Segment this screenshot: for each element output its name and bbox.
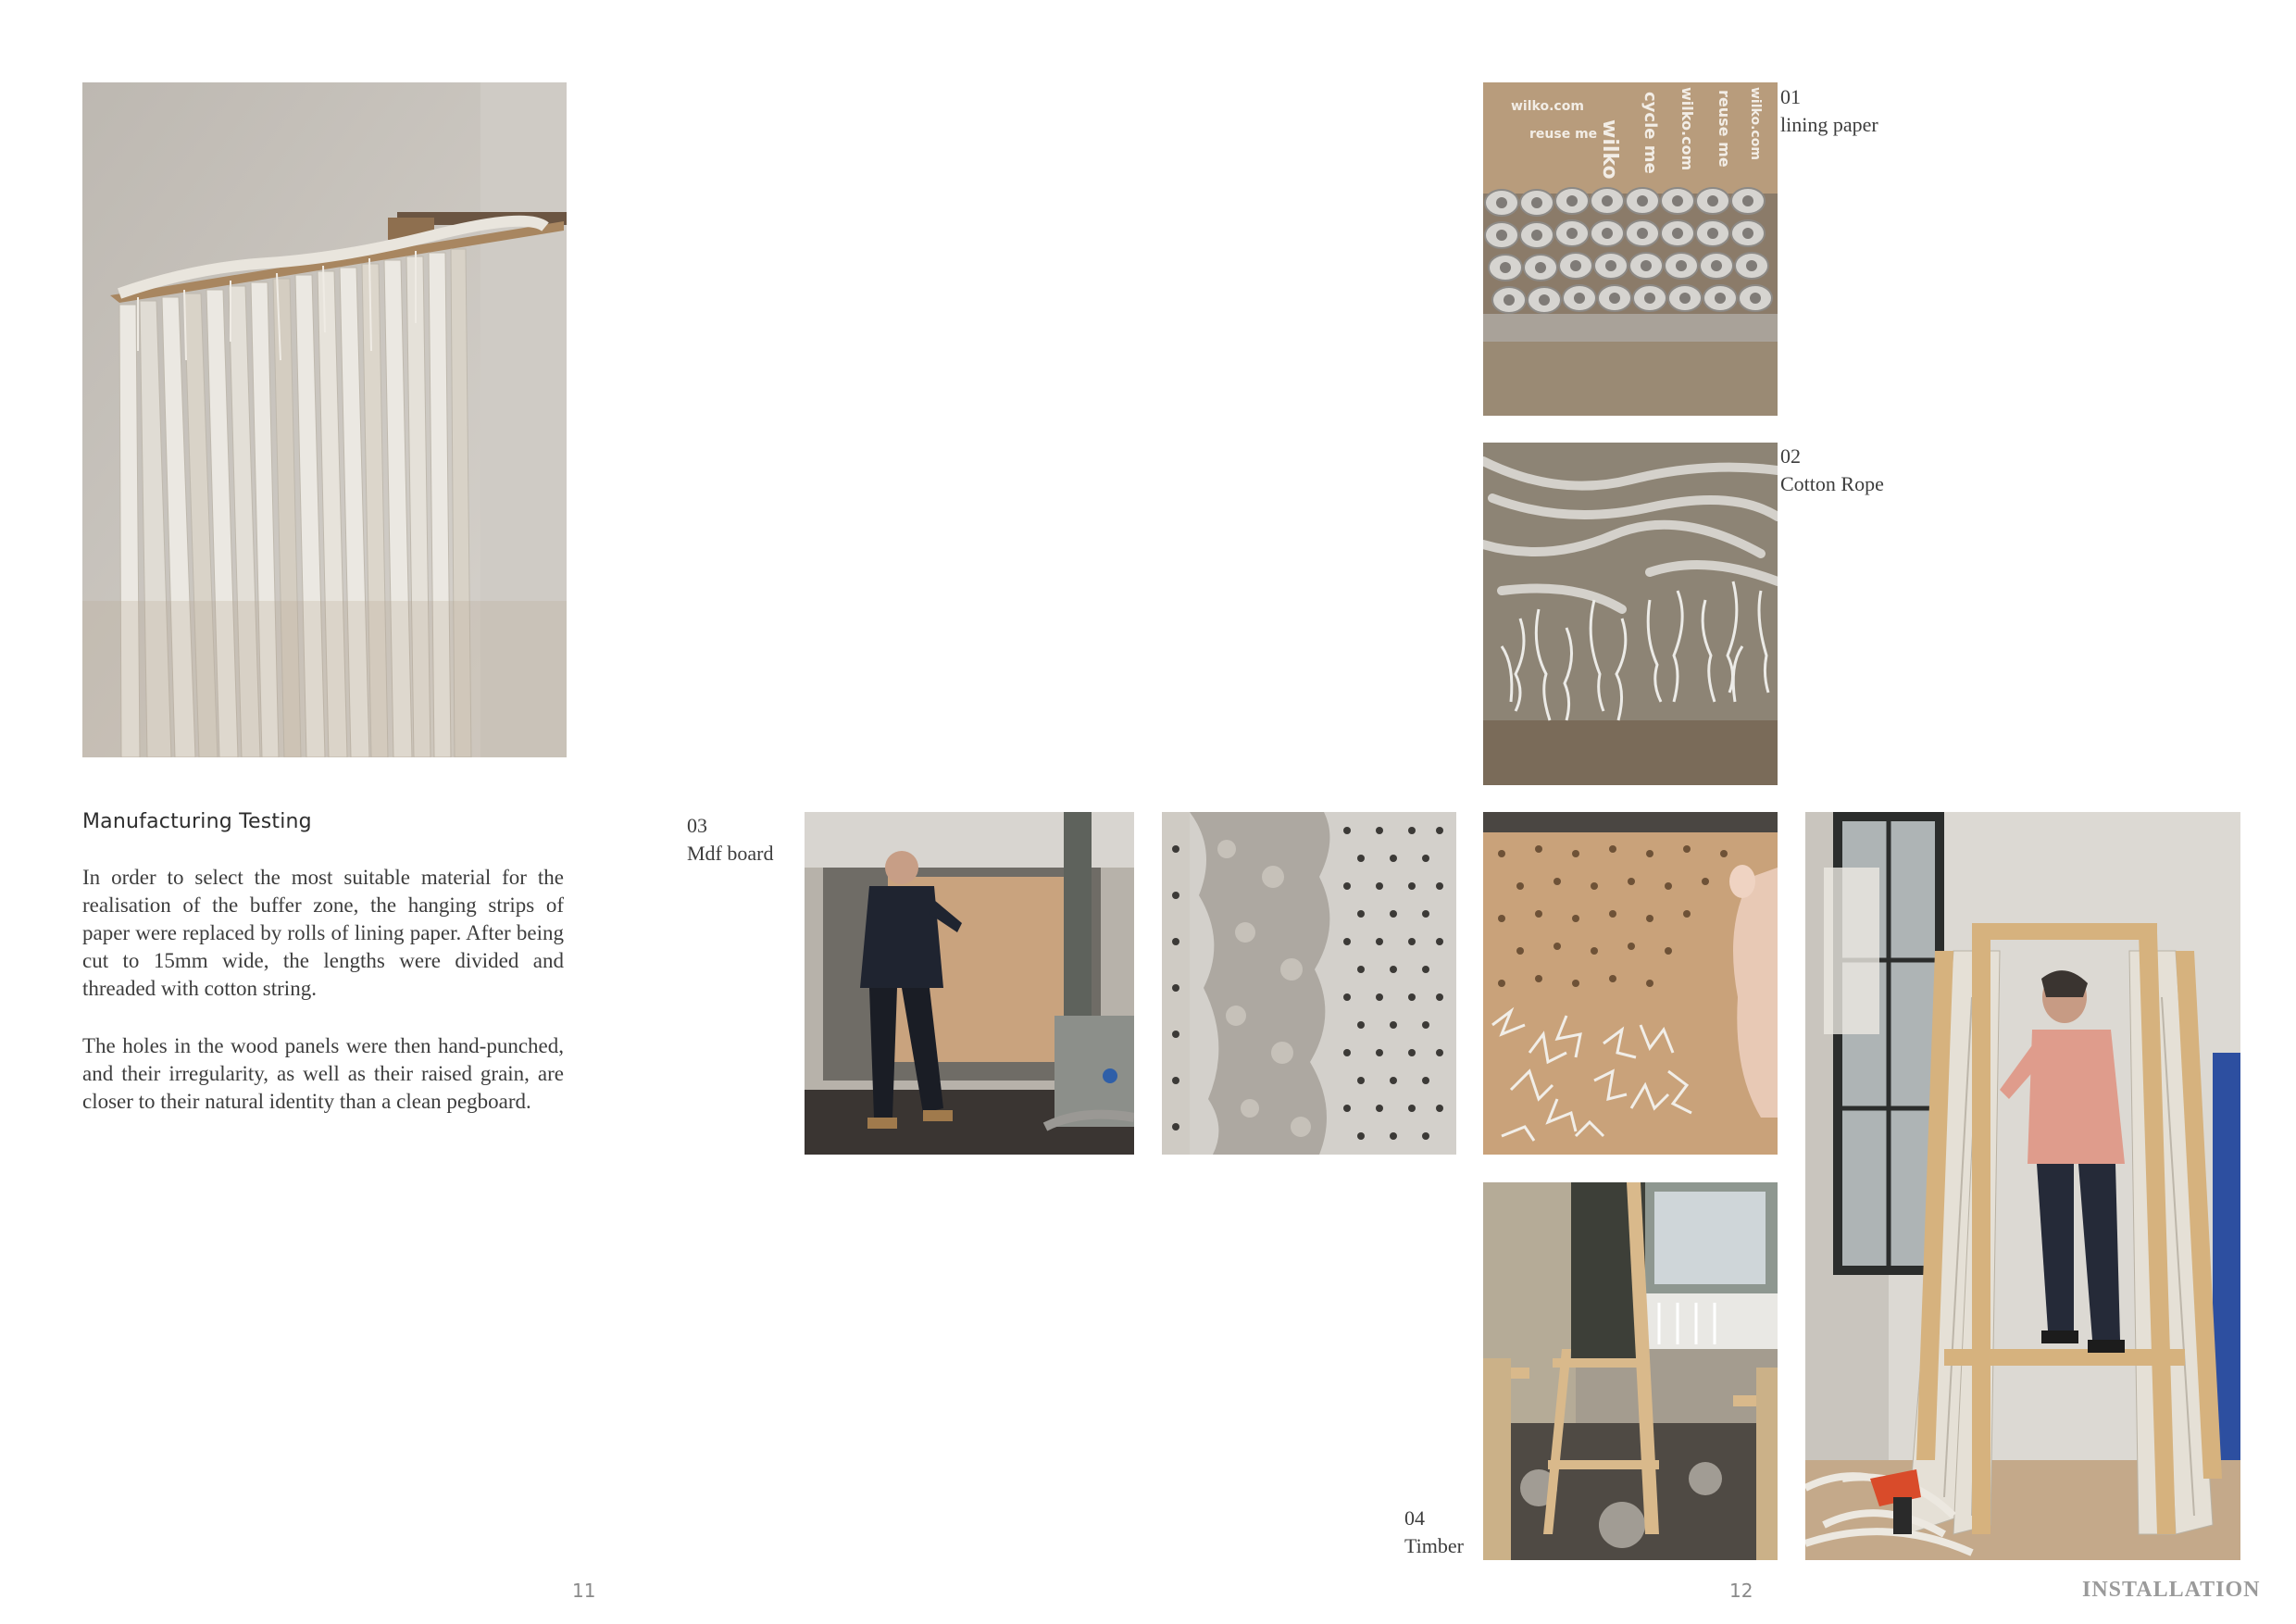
svg-text:cycle me: cycle me	[1641, 92, 1660, 174]
paragraph-1: In order to select the most suitable material for the realisation of the buffer zone, the hanging strips of paper were replaced by rolls of lining paper. After being cut to 15mm wide, the lengths were divided and threaded with cotton string.	[82, 866, 564, 1000]
photo-timber-frame	[1483, 1182, 1778, 1560]
caption-01-label: lining paper	[1780, 113, 1878, 136]
svg-text:reuse me: reuse me	[1529, 127, 1598, 142]
svg-text:wilko.com: wilko.com	[1511, 99, 1584, 114]
caption-03-number: 03	[687, 814, 707, 837]
photo-cutting-mdf-board	[805, 812, 1134, 1155]
svg-text:wilko.com: wilko.com	[1678, 87, 1696, 171]
photo-threading-mdf	[1483, 812, 1778, 1155]
photo-punched-pegboard	[1162, 812, 1456, 1155]
caption-01	[1780, 83, 1878, 139]
caption-01-number: 01	[1780, 85, 1801, 108]
caption-03	[687, 812, 773, 868]
page-number-left: 11	[572, 1580, 596, 1602]
caption-02	[1780, 443, 1884, 498]
svg-text:wilko: wilko	[1598, 119, 1621, 180]
photo-hanging-paper-strips	[82, 82, 567, 757]
caption-02-label: Cotton Rope	[1780, 472, 1884, 495]
section-title: INSTALLATION	[2082, 1578, 2261, 1602]
svg-text:wilko.com: wilko.com	[1748, 87, 1763, 160]
svg-text:reuse me: reuse me	[1716, 90, 1733, 168]
caption-04	[1404, 1505, 1464, 1560]
page-number-right: 12	[1729, 1580, 1753, 1602]
caption-02-number: 02	[1780, 444, 1801, 468]
photo-lining-paper-rolls	[1483, 82, 1778, 416]
photo-cotton-rope	[1483, 443, 1778, 785]
caption-04-label: Timber	[1404, 1534, 1464, 1557]
caption-04-number: 04	[1404, 1506, 1425, 1530]
section-heading: Manufacturing Testing	[82, 810, 312, 833]
photo-installation-structure	[1805, 812, 2240, 1560]
caption-03-label: Mdf board	[687, 842, 774, 865]
paragraph-2: The holes in the wood panels were then hand-punched, and their irregularity, as well as their raised grain, are closer to their natural identity than a clean pegboard.	[82, 1034, 564, 1113]
